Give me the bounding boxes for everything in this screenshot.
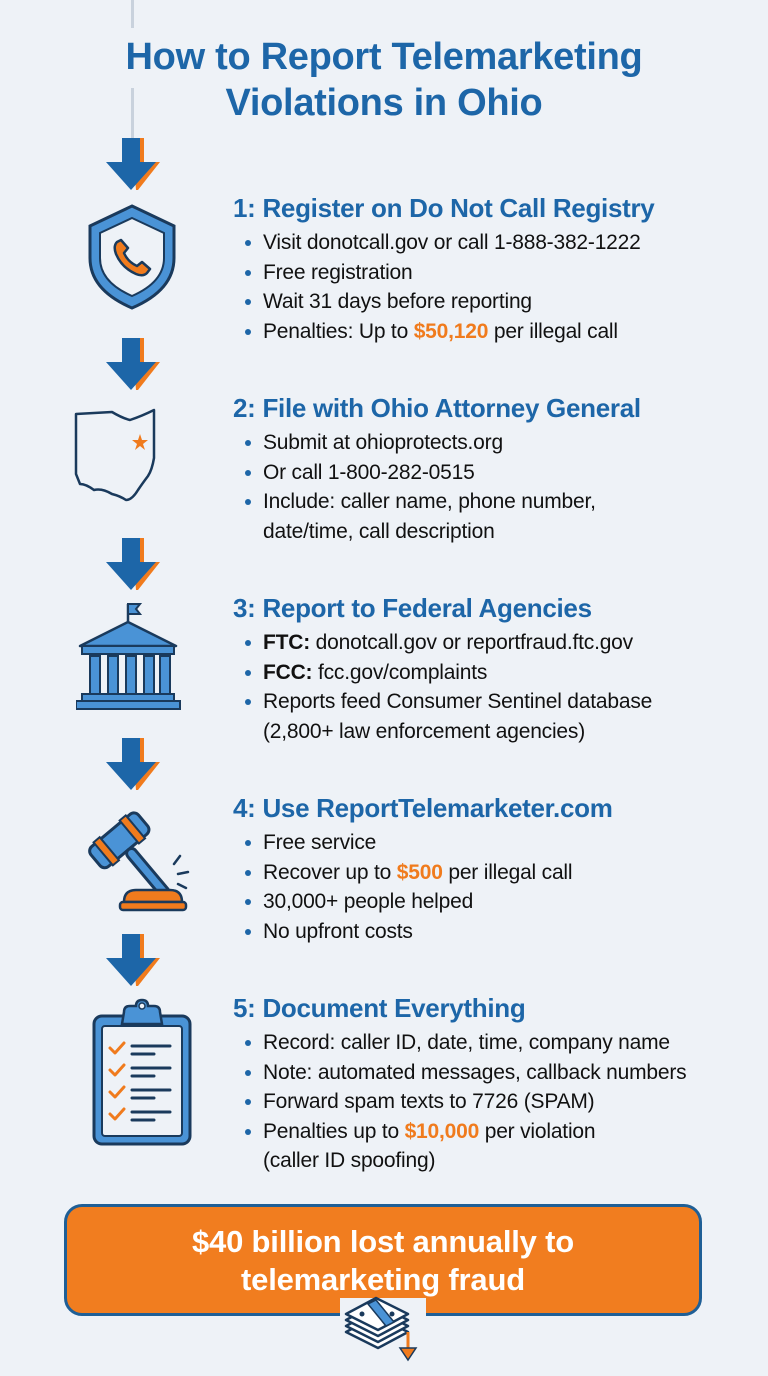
penalty-amount: $10,000: [404, 1119, 480, 1143]
bullet-item: Penalties: Up to $50,120 per illegal call: [243, 317, 753, 347]
step-3-bullets: [233, 628, 753, 746]
bullet-item: Penalties up to $10,000 per violation (caller ID spoofing): [243, 1117, 753, 1176]
down-arrow-icon: [106, 932, 162, 988]
bullet-item: Recover up to $500 per illegal call: [243, 858, 753, 888]
step-3-title: 3: Report to Federal Agencies: [233, 593, 592, 623]
bullet-item: Record: caller ID, date, time, company name: [243, 1028, 753, 1058]
step-1-bullets: [233, 228, 753, 346]
bullet-item: Wait 31 days before reporting: [243, 287, 753, 317]
banner-line-2: telemarketing fraud: [241, 1262, 525, 1297]
shield-phone-icon: [70, 202, 195, 310]
bullet-item: Free service: [243, 828, 753, 858]
gavel-icon: [70, 802, 195, 914]
step-4-title: 4: Use ReportTelemarketer.com: [233, 793, 613, 823]
step-2-bullets: [233, 428, 753, 546]
down-arrow-icon: [106, 336, 162, 392]
ohio-map-icon: [72, 404, 197, 514]
bullet-item: Forward spam texts to 7726 (SPAM): [243, 1087, 753, 1117]
bullet-item: FCC: fcc.gov/complaints: [243, 658, 753, 688]
page-title: [0, 34, 768, 126]
guide-line-top: [131, 0, 134, 28]
bullet-item: Visit donotcall.gov or call 1-888-382-1222: [243, 228, 753, 258]
banner-line-1: $40 billion lost annually to: [192, 1224, 574, 1259]
bullet-item: Free registration: [243, 258, 753, 288]
bullet-item: FTC: donotcall.gov or reportfraud.ftc.gov: [243, 628, 753, 658]
step-4-bullets: [233, 828, 753, 946]
title-line-2: Violations in Ohio: [225, 82, 543, 124]
step-2-title: 2: File with Ohio Attorney General: [233, 393, 641, 423]
recovery-amount: $500: [396, 860, 443, 884]
money-stack-down-icon: [338, 1292, 428, 1362]
down-arrow-icon: [106, 536, 162, 592]
title-line-1: How to Report Telemarketing: [125, 36, 643, 78]
bullet-item: Note: automated messages, callback numbers: [243, 1058, 753, 1088]
clipboard-checklist-icon: [80, 998, 205, 1148]
step-5-title: 5: Document Everything: [233, 993, 526, 1023]
bullet-item: Submit at ohioprotects.org: [243, 428, 753, 458]
step-1-title: 1: Register on Do Not Call Registry: [233, 193, 655, 223]
bullet-item: Reports feed Consumer Sentinel database (2,800+ law enforcement agencies): [243, 687, 753, 746]
bullet-item: Include: caller name, phone number, date/time, call description: [243, 487, 753, 546]
penalty-amount: $50,120: [413, 319, 489, 343]
step-5-bullets: [233, 1028, 753, 1176]
bullet-item: 30,000+ people helped: [243, 887, 753, 917]
government-building-icon: [76, 600, 201, 715]
down-arrow-icon: [106, 736, 162, 792]
bullet-item: No upfront costs: [243, 917, 753, 947]
bullet-item: Or call 1-800-282-0515: [243, 458, 753, 488]
down-arrow-icon: [106, 136, 162, 192]
